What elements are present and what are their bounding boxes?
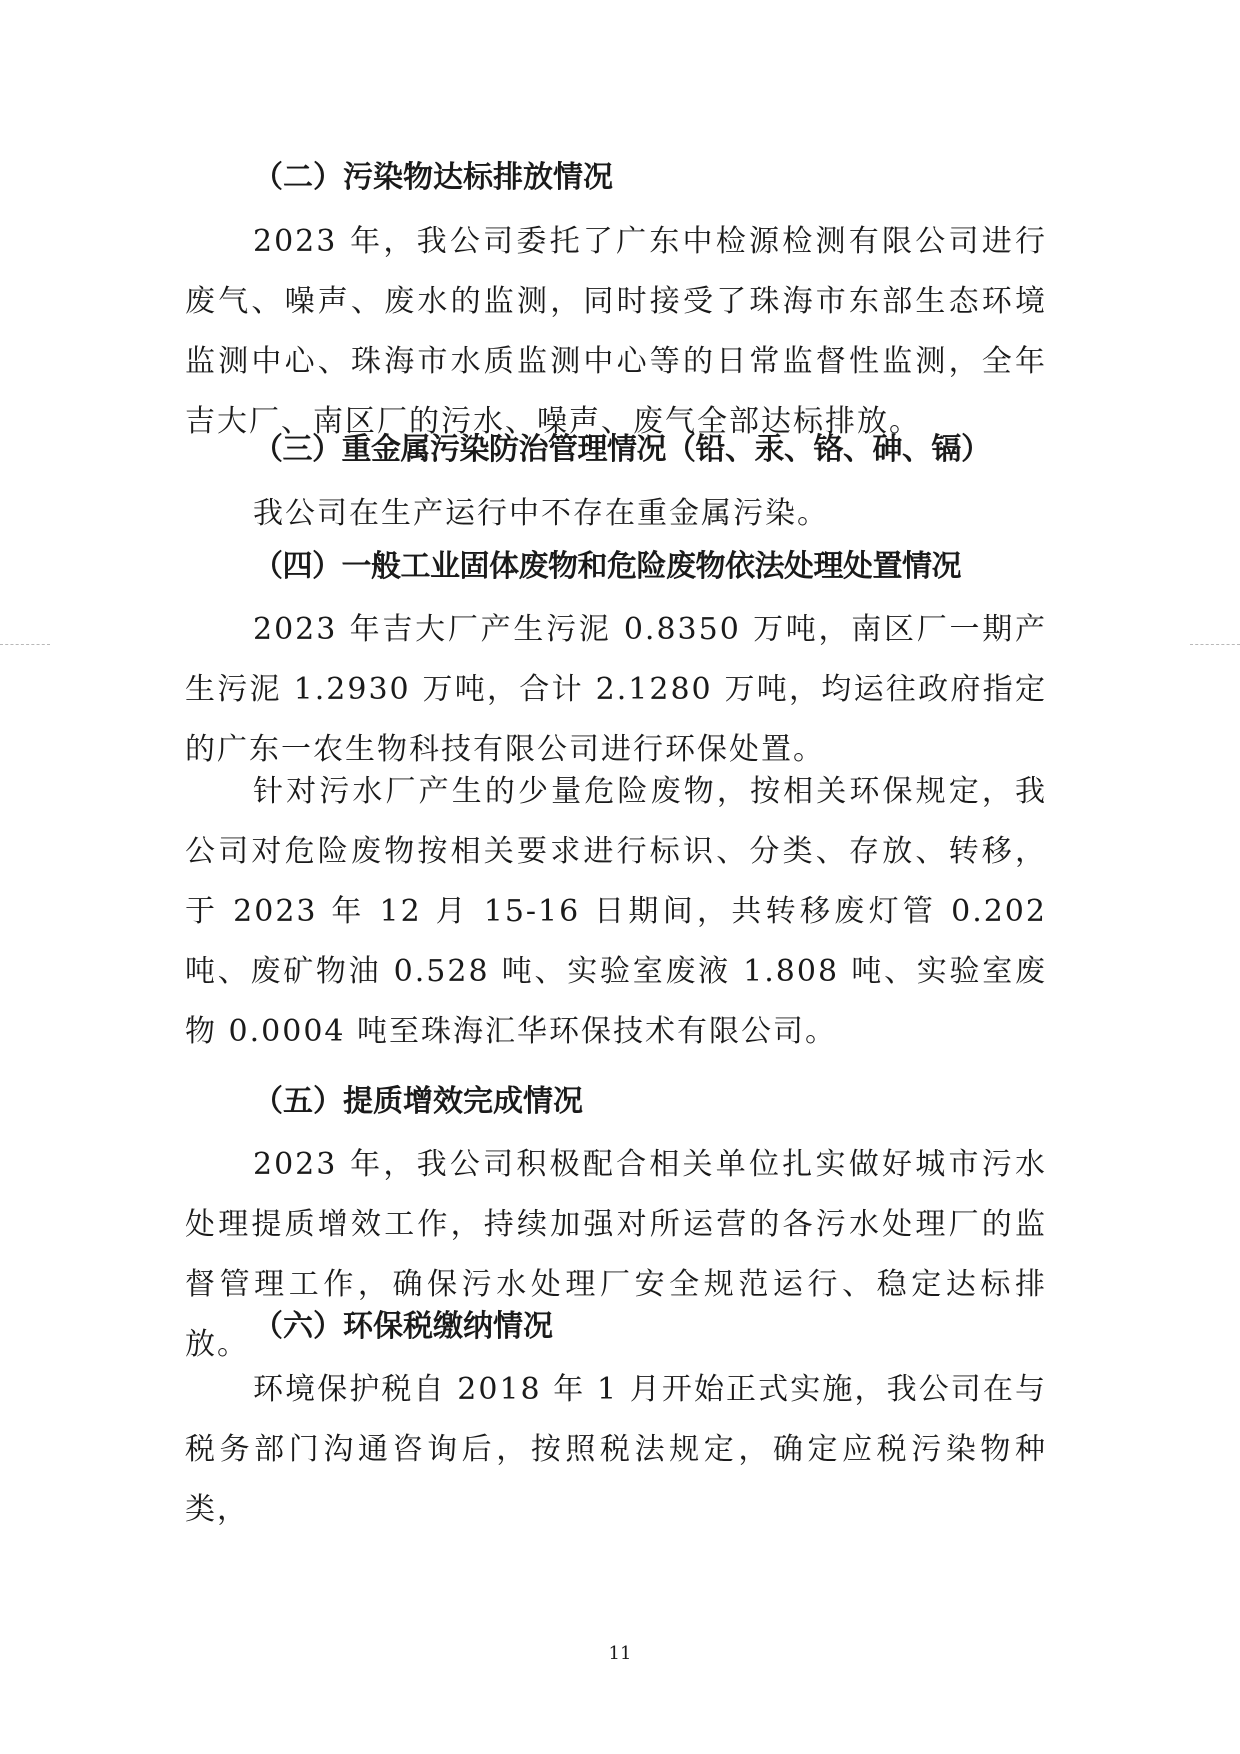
section-3-body bbox=[185, 484, 1047, 544]
paragraph: 针对污水厂产生的少量危险废物，按相关环保规定，我公司对危险废物按相关要求进行标识、分类、存放、转移，于 2023 年 12 月 15-16 日期间，共转移废灯管 0.202 吨、废矿物油 0.528 吨、实验室废液 1.808 吨、实验室废物 0.0004 吨至珠海汇华环保技术有限公司。 bbox=[185, 774, 1047, 1049]
section-4 bbox=[185, 537, 1047, 597]
section-heading: （三）重金属污染防治管理情况（铅、汞、铬、砷、镉） bbox=[253, 432, 991, 467]
paragraph: 2023 年，我公司委托了广东中检源检测有限公司进行废气、噪声、废水的监测，同时接受了珠海市东部生态环境监测中心、珠海市水质监测中心等的日常监督性监测，全年吉大厂、南区厂的污水、噪声、废气全部达标排放。 bbox=[185, 224, 1047, 439]
section-heading: （六）环保税缴纳情况 bbox=[253, 1309, 553, 1344]
paragraph: 2023 年吉大厂产生污泥 0.8350 万吨，南区厂一期产生污泥 1.2930 万吨，合计 2.1280 万吨，均运往政府指定的广东一农生物科技有限公司进行环保处置。 bbox=[185, 612, 1047, 767]
section-5 bbox=[185, 1072, 1047, 1132]
page-number: 11 bbox=[608, 1643, 632, 1664]
section-heading: （二）污染物达标排放情况 bbox=[253, 160, 613, 195]
section-3 bbox=[185, 420, 1047, 480]
section-4-body-1 bbox=[185, 600, 1047, 780]
section-6-body bbox=[185, 1360, 1047, 1540]
section-heading: （四）一般工业固体废物和危险废物依法处理处置情况 bbox=[253, 549, 961, 584]
paragraph: 我公司在生产运行中不存在重金属污染。 bbox=[253, 496, 829, 531]
section-heading: （五）提质增效完成情况 bbox=[253, 1084, 583, 1119]
section-4-body-2 bbox=[185, 762, 1047, 1062]
section-2 bbox=[185, 148, 1047, 208]
right-margin-mark bbox=[1190, 644, 1240, 646]
section-6 bbox=[185, 1297, 1047, 1357]
paragraph: 2023 年，我公司积极配合相关单位扎实做好城市污水处理提质增效工作，持续加强对所运营的各污水处理厂的监督管理工作，确保污水处理厂安全规范运行、稳定达标排放。 bbox=[185, 1147, 1047, 1362]
section-2-body bbox=[185, 212, 1047, 452]
left-margin-mark bbox=[0, 644, 50, 646]
paragraph: 环境保护税自 2018 年 1 月开始正式实施，我公司在与税务部门沟通咨询后，按照税法规定，确定应税污染物种类， bbox=[185, 1372, 1047, 1527]
